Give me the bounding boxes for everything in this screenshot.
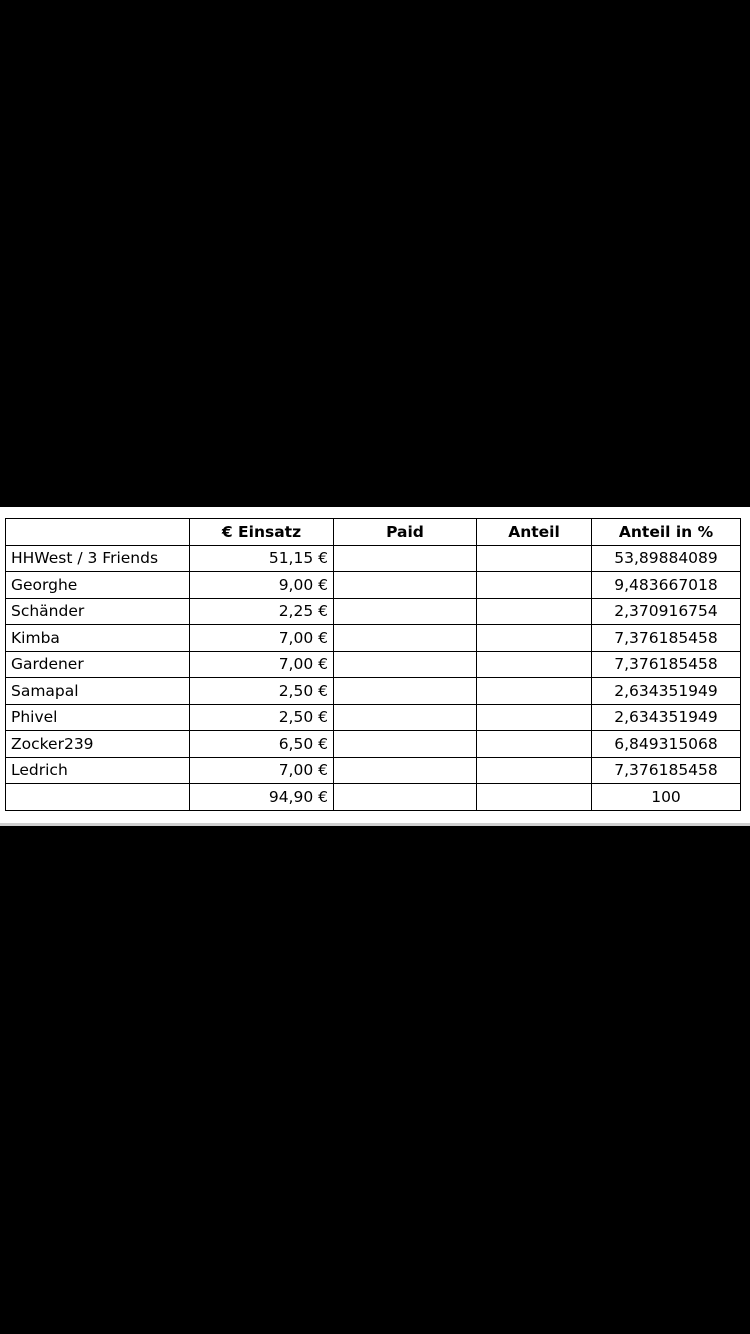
header-anteil-pct: Anteil in % — [592, 519, 741, 546]
table-row — [6, 651, 741, 678]
cell-paid — [334, 598, 477, 625]
cell-paid — [334, 704, 477, 731]
cell-paid — [334, 625, 477, 652]
header-name — [6, 519, 190, 546]
table-row — [6, 757, 741, 784]
cell-paid — [334, 678, 477, 705]
cell-paid — [334, 731, 477, 758]
cell-name: Phivel — [6, 704, 190, 731]
contribution-table — [5, 518, 741, 811]
cell-einsatz: 6,50 € — [190, 731, 334, 758]
cell-pct: 7,376185458 — [592, 625, 741, 652]
cell-name: Gardener — [6, 651, 190, 678]
total-pct: 100 — [592, 784, 741, 811]
cell-einsatz: 9,00 € — [190, 572, 334, 599]
cell-anteil — [477, 731, 592, 758]
total-anteil — [477, 784, 592, 811]
cell-anteil — [477, 757, 592, 784]
cell-einsatz: 2,50 € — [190, 704, 334, 731]
cell-pct: 2,370916754 — [592, 598, 741, 625]
divider — [0, 823, 750, 826]
header-row — [6, 519, 741, 546]
cell-pct: 7,376185458 — [592, 651, 741, 678]
total-row — [6, 784, 741, 811]
cell-anteil — [477, 625, 592, 652]
cell-name: Schänder — [6, 598, 190, 625]
cell-pct: 2,634351949 — [592, 704, 741, 731]
header-einsatz: € Einsatz — [190, 519, 334, 546]
cell-einsatz: 7,00 € — [190, 625, 334, 652]
cell-paid — [334, 572, 477, 599]
cell-name: Ledrich — [6, 757, 190, 784]
cell-einsatz: 2,25 € — [190, 598, 334, 625]
cell-pct: 53,89884089 — [592, 545, 741, 572]
header-paid: Paid — [334, 519, 477, 546]
table-row — [6, 678, 741, 705]
table-row — [6, 704, 741, 731]
cell-name: Samapal — [6, 678, 190, 705]
total-paid — [334, 784, 477, 811]
cell-pct: 2,634351949 — [592, 678, 741, 705]
cell-anteil — [477, 704, 592, 731]
cell-pct: 9,483667018 — [592, 572, 741, 599]
total-einsatz: 94,90 € — [190, 784, 334, 811]
cell-einsatz: 7,00 € — [190, 651, 334, 678]
cell-name: Kimba — [6, 625, 190, 652]
table-row — [6, 572, 741, 599]
cell-name: Zocker239 — [6, 731, 190, 758]
table-row — [6, 598, 741, 625]
cell-anteil — [477, 678, 592, 705]
spreadsheet-screenshot — [0, 507, 750, 826]
header-anteil: Anteil — [477, 519, 592, 546]
total-name — [6, 784, 190, 811]
cell-einsatz: 51,15 € — [190, 545, 334, 572]
cell-paid — [334, 545, 477, 572]
table-row — [6, 625, 741, 652]
cell-paid — [334, 757, 477, 784]
cell-einsatz: 2,50 € — [190, 678, 334, 705]
cell-pct: 7,376185458 — [592, 757, 741, 784]
table-row — [6, 545, 741, 572]
cell-einsatz: 7,00 € — [190, 757, 334, 784]
cell-anteil — [477, 572, 592, 599]
table-row — [6, 731, 741, 758]
cell-name: HHWest / 3 Friends — [6, 545, 190, 572]
cell-paid — [334, 651, 477, 678]
cell-name: Georghe — [6, 572, 190, 599]
cell-anteil — [477, 651, 592, 678]
cell-pct: 6,849315068 — [592, 731, 741, 758]
cell-anteil — [477, 598, 592, 625]
cell-anteil — [477, 545, 592, 572]
